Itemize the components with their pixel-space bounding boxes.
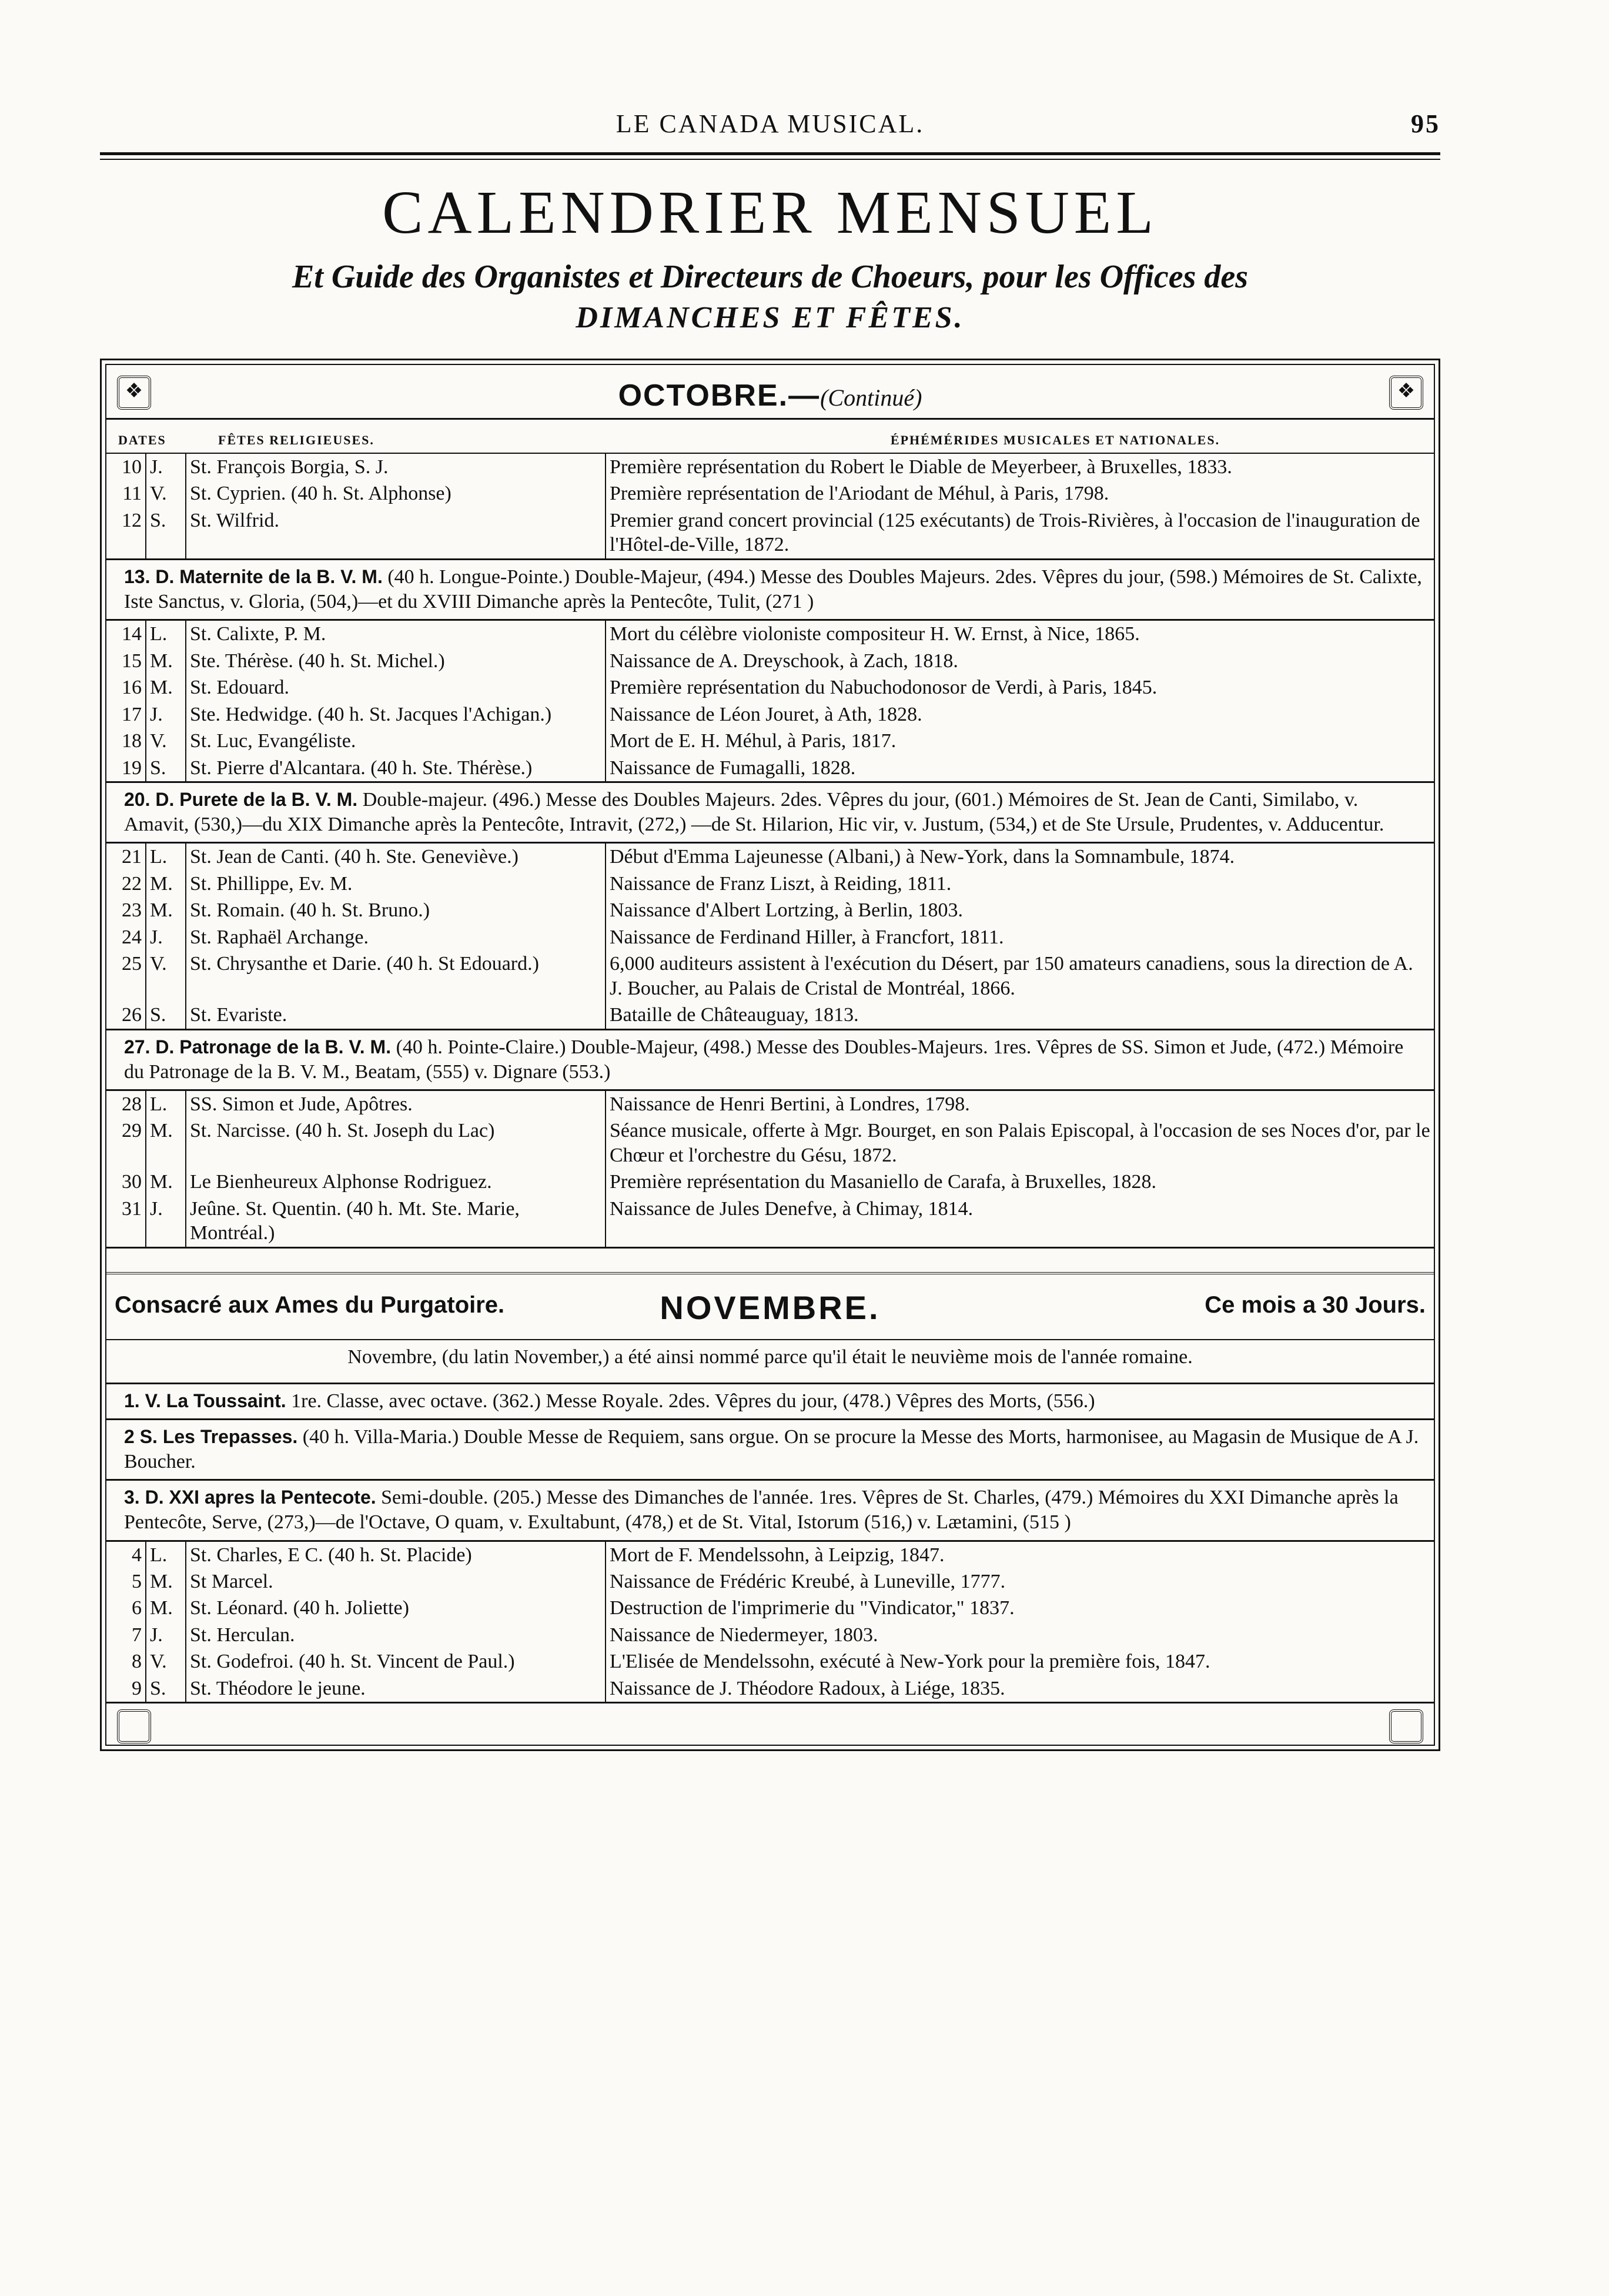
weekday: V. — [146, 728, 186, 754]
day-row — [106, 844, 1434, 870]
running-header — [100, 103, 1440, 144]
sunday-entry: 27. D. Patronage de la B. V. M. (40 h. Pointe-Claire.) Double-Majeur, (498.) Messe des Doubles-Majeurs. 1res. Vêpres de SS. Simon et Jude, (472.) Mémoire du Patronage de la B. V. M., Beatam, (555) v. Dignare (553.) — [106, 1030, 1434, 1091]
day-number: 23 — [122, 899, 142, 922]
ephemeris-text: Naissance d'Albert Lortzing, à Berlin, 1803. — [606, 897, 1434, 923]
page-subtitle-2: DIMANCHES ET FÊTES. — [576, 301, 965, 334]
day-row — [106, 924, 1434, 950]
day-number: 5 — [132, 1570, 142, 1592]
feast-name: St. François Borgia, S. J. — [186, 454, 606, 480]
day-row — [106, 1196, 1434, 1247]
weekday: L. — [146, 1091, 186, 1117]
ephemeris-text: Première représentation du Robert le Diable de Meyerbeer, à Bruxelles, 1833. — [606, 454, 1434, 480]
feast-name: St. Edouard. — [186, 674, 606, 701]
feast-name: St. Théodore le jeune. — [186, 1675, 606, 1702]
weekday: V. — [146, 1648, 186, 1675]
ephemeris-text: Destruction de l'imprimerie du "Vindicator," 1837. — [606, 1595, 1434, 1621]
ornament-icon: ❖ — [1389, 376, 1423, 410]
calendar-inner — [105, 364, 1435, 1746]
day-number: 21 — [122, 846, 142, 868]
november-day-count: Ce mois a 30 Jours. — [1205, 1291, 1426, 1318]
running-title: LE CANADA MUSICAL. — [615, 109, 925, 138]
day-number: 7 — [132, 1624, 142, 1646]
feast-name: St. Luc, Evangéliste. — [186, 728, 606, 754]
feast-name: St. Godefroi. (40 h. St. Vincent de Paul.) — [186, 1648, 606, 1675]
weekday: M. — [146, 1595, 186, 1621]
weekday: J. — [146, 1622, 186, 1648]
calendar-frame — [100, 359, 1440, 1751]
feast-name: St. Phillippe, Ev. M. — [186, 871, 606, 897]
day-number: 15 — [122, 650, 142, 672]
ephemeris-text: Naissance de Henri Bertini, à Londres, 1798. — [606, 1091, 1434, 1117]
weekday: M. — [146, 871, 186, 897]
feast-entry: 2 S. Les Trepasses. (40 h. Villa-Maria.) Double Messe de Requiem, sans orgue. On se procure la Messe des Morts, harmonisee, au Magasin de Musique de A J. Boucher. — [106, 1420, 1434, 1481]
weekday: M. — [146, 897, 186, 923]
ornament-icon: ❖ — [117, 376, 151, 410]
day-number: 19 — [122, 757, 142, 779]
feast-name: Jeûne. St. Quentin. (40 h. Mt. Ste. Marie, Montréal.) — [186, 1196, 606, 1247]
sunday-entry: 20. D. Purete de la B. V. M. Double-majeur. (496.) Messe des Doubles Majeurs. 2des. Vêpres du jour, (601.) Mémoires de St. Jean de Canti, Similabo, v. Amavit, (530,)—du XIX Dimanche après la Pentecôte, Intravit, (272,) —de St. Hilarion, Hic vir, v. Justum, (534,) et de Ste Ursule, Prudentes, v. Adducentur. — [106, 783, 1434, 844]
ephemeris-text: Naissance de J. Théodore Radoux, à Liége, 1835. — [606, 1675, 1434, 1702]
feast-name: SS. Simon et Jude, Apôtres. — [186, 1091, 606, 1117]
ephemeris-text: Mort du célèbre violoniste compositeur H. W. Ernst, à Nice, 1865. — [606, 621, 1434, 647]
day-group — [106, 454, 1434, 560]
weekday: M. — [146, 648, 186, 674]
weekday: M. — [146, 1568, 186, 1595]
ephemeris-text: Naissance de Léon Jouret, à Ath, 1828. — [606, 701, 1434, 728]
day-row — [106, 480, 1434, 507]
ephemeris-text: Mort de F. Mendelssohn, à Leipzig, 1847. — [606, 1542, 1434, 1568]
day-row — [106, 1622, 1434, 1648]
day-number: 31 — [122, 1197, 142, 1220]
sunday-entry: 3. D. XXI apres la Pentecote. Semi-double. (205.) Messe des Dimanches de l'année. 1res. Vêpres de St. Charles, (479.) Mémoires du XXI Dimanche après la Pentecôte, Serve, (273,)—de l'Octave, O quam, v. Exultabunt, (478,) et de St. Vital, Istorum (516,) v. Lætamini, (515 ) — [106, 1481, 1434, 1541]
day-number: 26 — [122, 1004, 142, 1026]
ephemeris-text: Première représentation de l'Ariodant de Méhul, à Paris, 1798. — [606, 480, 1434, 507]
col-fetes: FÊTES RELIGIEUSES. — [218, 433, 374, 447]
weekday: M. — [146, 1169, 186, 1195]
day-number: 6 — [132, 1597, 142, 1619]
days-table — [106, 1091, 1434, 1247]
ephemeris-text: L'Elisée de Mendelssohn, exécuté à New-York pour la première fois, 1847. — [606, 1648, 1434, 1675]
page-number: 95 — [1411, 109, 1440, 138]
feast-name: St. Pierre d'Alcantara. (40 h. Ste. Thérèse.) — [186, 755, 606, 781]
feast-name: St. Charles, E C. (40 h. St. Placide) — [186, 1542, 606, 1568]
feast-name: St. Evariste. — [186, 1002, 606, 1028]
footer-ornament — [106, 1702, 1434, 1745]
day-group — [106, 1091, 1434, 1249]
day-row — [106, 1675, 1434, 1702]
day-group — [106, 621, 1434, 783]
month-title: OCTOBRE.—(Continué) — [618, 379, 922, 413]
days-table — [106, 1542, 1434, 1702]
weekday: J. — [146, 701, 186, 728]
ephemeris-text: Première représentation du Nabuchodonosor de Verdi, à Paris, 1845. — [606, 674, 1434, 701]
ephemeris-text: Début d'Emma Lajeunesse (Albani,) à New-York, dans la Somnambule, 1874. — [606, 844, 1434, 870]
day-row — [106, 674, 1434, 701]
day-row — [106, 701, 1434, 728]
day-number: 17 — [122, 703, 142, 725]
feast-name: St. Léonard. (40 h. Joliette) — [186, 1595, 606, 1621]
ephemeris-text: Naissance de Ferdinand Hiller, à Francfort, 1811. — [606, 924, 1434, 950]
days-table — [106, 454, 1434, 558]
day-number: 25 — [122, 953, 142, 975]
day-row — [106, 507, 1434, 558]
feast-name: St. Romain. (40 h. St. Bruno.) — [186, 897, 606, 923]
ephemeris-text: 6,000 auditeurs assistent à l'exécution du Désert, par 150 amateurs canadiens, sous la direction de A. J. Boucher, au Palais de Cristal de Montréal, 1866. — [606, 950, 1434, 1002]
day-row — [106, 950, 1434, 1002]
day-number: 10 — [122, 456, 142, 478]
day-number: 18 — [122, 730, 142, 752]
november-header — [106, 1272, 1434, 1340]
day-number: 16 — [122, 677, 142, 699]
day-row — [106, 1595, 1434, 1621]
ephemeris-text: Séance musicale, offerte à Mgr. Bourget, en son Palais Episcopal, à l'occasion de ses Noces d'or, par le Chœur et l'orchestre du Gésu, 1872. — [606, 1117, 1434, 1169]
col-ephemerides: ÉPHÉMÉRIDES MUSICALES ET NATIONALES. — [890, 433, 1220, 447]
ephemeris-text: Naissance de Jules Denefve, à Chimay, 1814. — [606, 1196, 1434, 1247]
weekday: S. — [146, 1675, 186, 1702]
day-group — [106, 1542, 1434, 1702]
october-header — [106, 365, 1434, 420]
day-number: 30 — [122, 1171, 142, 1193]
feast-name: St. Cyprien. (40 h. St. Alphonse) — [186, 480, 606, 507]
day-row — [106, 621, 1434, 647]
feast-name: St Marcel. — [186, 1568, 606, 1595]
weekday: L. — [146, 621, 186, 647]
day-number: 12 — [122, 509, 142, 531]
day-row — [106, 1117, 1434, 1169]
feast-name: Le Bienheureux Alphonse Rodriguez. — [186, 1169, 606, 1195]
day-number: 28 — [122, 1093, 142, 1115]
ornament-icon — [1389, 1709, 1423, 1743]
header-rule — [100, 152, 1440, 155]
feast-name: St. Narcisse. (40 h. St. Joseph du Lac) — [186, 1117, 606, 1169]
ephemeris-text: Premier grand concert provincial (125 exécutants) de Trois-Rivières, à l'occasion de l'inauguration de l'Hôtel-de-Ville, 1872. — [606, 507, 1434, 558]
col-dates: DATES — [118, 433, 166, 447]
weekday: S. — [146, 507, 186, 558]
ephemeris-text: Naissance de Franz Liszt, à Reiding, 1811. — [606, 871, 1434, 897]
day-row — [106, 755, 1434, 781]
day-row — [106, 1568, 1434, 1595]
day-number: 4 — [132, 1544, 142, 1566]
ephemeris-text: Naissance de Niedermeyer, 1803. — [606, 1622, 1434, 1648]
day-row — [106, 871, 1434, 897]
day-row — [106, 897, 1434, 923]
feast-name: St. Chrysanthe et Darie. (40 h. St Edouard.) — [186, 950, 606, 1002]
feast-name: Ste. Thérèse. (40 h. St. Michel.) — [186, 648, 606, 674]
sunday-entry: 13. D. Maternite de la B. V. M. (40 h. Longue-Pointe.) Double-Majeur, (494.) Messe des Doubles Majeurs. 2des. Vêpres du jour, (598.) Mémoires de St. Calixte, Iste Sanctus, v. Gloria, (504,)—et du XVIII Dimanche après la Pentecôte, Tulit, (271 ) — [106, 560, 1434, 621]
page — [100, 103, 1440, 1751]
ephemeris-text: Première représentation du Masaniello de Carafa, à Bruxelles, 1828. — [606, 1169, 1434, 1195]
weekday: M. — [146, 674, 186, 701]
day-number: 11 — [122, 483, 142, 505]
feast-name: St. Wilfrid. — [186, 507, 606, 558]
days-table — [106, 844, 1434, 1028]
day-number: 29 — [122, 1120, 142, 1142]
feast-name: St. Herculan. — [186, 1622, 606, 1648]
column-headers — [106, 420, 1434, 454]
ornament-icon — [117, 1709, 151, 1743]
weekday: L. — [146, 844, 186, 870]
weekday: M. — [146, 1117, 186, 1169]
day-row — [106, 454, 1434, 480]
weekday: J. — [146, 454, 186, 480]
weekday: J. — [146, 1196, 186, 1247]
weekday: S. — [146, 1002, 186, 1028]
november-note: Novembre, (du latin November,) a été ainsi nommé parce qu'il était le neuvième mois de l'année romaine. — [106, 1340, 1434, 1384]
page-subtitle: Et Guide des Organistes et Directeurs de Choeurs, pour les Offices des — [292, 259, 1249, 295]
day-number: 24 — [122, 926, 142, 948]
feast-name: St. Jean de Canti. (40 h. Ste. Geneviève.) — [186, 844, 606, 870]
ephemeris-text: Mort de E. H. Méhul, à Paris, 1817. — [606, 728, 1434, 754]
ephemeris-text: Bataille de Châteauguay, 1813. — [606, 1002, 1434, 1028]
day-number: 9 — [132, 1677, 142, 1699]
days-table — [106, 621, 1434, 781]
day-group — [106, 844, 1434, 1030]
feast-name: St. Raphaël Archange. — [186, 924, 606, 950]
day-row — [106, 1542, 1434, 1568]
day-row — [106, 1002, 1434, 1028]
weekday: J. — [146, 924, 186, 950]
day-number: 22 — [122, 872, 142, 895]
weekday: S. — [146, 755, 186, 781]
weekday: V. — [146, 480, 186, 507]
day-row — [106, 728, 1434, 754]
ephemeris-text: Naissance de A. Dreyschook, à Zach, 1818. — [606, 648, 1434, 674]
feast-entry: 1. V. La Toussaint. 1re. Classe, avec octave. (362.) Messe Royale. 2des. Vêpres du jour, (478.) Vêpres des Morts, (556.) — [106, 1384, 1434, 1420]
page-title: CALENDRIER MENSUEL — [382, 179, 1158, 246]
weekday: V. — [146, 950, 186, 1002]
weekday: L. — [146, 1542, 186, 1568]
november-dedication: Consacré aux Ames du Purgatoire. — [115, 1291, 505, 1318]
day-row — [106, 648, 1434, 674]
day-row — [106, 1091, 1434, 1117]
feast-name: Ste. Hedwidge. (40 h. St. Jacques l'Achigan.) — [186, 701, 606, 728]
day-row — [106, 1648, 1434, 1675]
ephemeris-text: Naissance de Frédéric Kreubé, à Luneville, 1777. — [606, 1568, 1434, 1595]
ephemeris-text: Naissance de Fumagalli, 1828. — [606, 755, 1434, 781]
day-row — [106, 1169, 1434, 1195]
header-rule-thin — [100, 159, 1440, 160]
day-number: 8 — [132, 1651, 142, 1673]
day-number: 14 — [122, 623, 142, 645]
feast-name: St. Calixte, P. M. — [186, 621, 606, 647]
month-title: NOVEMBRE. — [660, 1288, 881, 1326]
